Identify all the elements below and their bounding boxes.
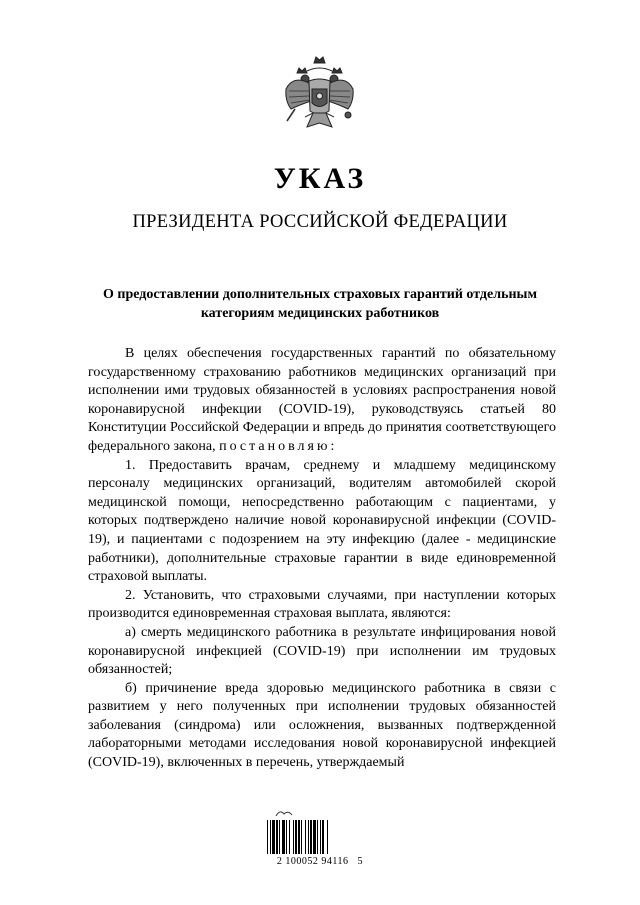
barcode-area xyxy=(250,808,390,878)
barcode-bar xyxy=(322,820,324,854)
decree-heading: О предоставлении дополнительных страховых гарантий отдельным категориям медицинских работников xyxy=(102,287,538,321)
decree-body xyxy=(88,345,556,773)
barcode-bar xyxy=(286,820,287,854)
document-subtitle: ПРЕЗИДЕНТА РОССИЙСКОЙ ФЕДЕРАЦИИ xyxy=(132,212,508,232)
barcode-bar xyxy=(327,820,328,854)
barcode-bar xyxy=(289,820,290,854)
barcode-bar xyxy=(272,820,275,854)
paragraph-subitem-b: б) причинение вреда здоровью медицинского работника в связи с развитием у него полученных при исполнении трудовых обязанностей заболевания (синдрома) или осложнения, вызванных подтвержденной лабораторными методами исследования новой коронавирусной инфекцией (COVID-19), включенных в перечень, утверждаемый xyxy=(88,680,556,771)
barcode-bar xyxy=(308,820,309,854)
barcode-bar xyxy=(295,820,297,854)
decree-word: постановляю: xyxy=(219,438,338,454)
russian-coat-of-arms-icon xyxy=(283,53,356,140)
barcode-bar xyxy=(270,820,271,854)
barcode-bar xyxy=(320,820,321,854)
barcode-bar xyxy=(301,820,302,854)
barcode-bar xyxy=(293,820,294,854)
paragraph-item-1: 1. Предоставить врачам, среднему и младшему медицинскому персоналу медицинских организаций, водителям автомобилей скорой медицинской помощи, непосредственно работающим с пациентами, у которых подтверждено наличие новой коронавирусной инфекции (COVID-19), и пациентами с подозрением на эту инфекцию (далее - медицинские работники), дополнительные страховые гарантии в виде единовременной страховой выплаты. xyxy=(88,457,556,585)
barcode-bar xyxy=(305,820,306,854)
barcode-bar xyxy=(317,820,318,854)
paragraph-preamble xyxy=(88,345,556,457)
barcode-bar xyxy=(267,820,268,854)
document-title: УКАЗ xyxy=(273,162,367,195)
printer-mark-icon xyxy=(274,808,294,818)
barcode-number: 2 100052 94116 5 xyxy=(276,856,364,867)
barcode-bar xyxy=(298,820,300,854)
barcode-bar xyxy=(310,820,312,854)
barcode-bar xyxy=(279,820,280,854)
paragraph-subitem-a: а) смерть медицинского работника в результате инфицирования новой коронавирусной инфекцией (COVID-19) при исполнении им трудовых обязанностей; xyxy=(88,624,556,678)
paragraph-item-2: 2. Установить, что страховыми случаями, при наступлении которых производится единовременная страховая выплата, являются: xyxy=(88,587,556,622)
barcode-icon xyxy=(266,820,358,854)
barcode-bar xyxy=(276,820,278,854)
barcode-bar xyxy=(282,820,285,854)
state-emblem xyxy=(283,53,356,140)
barcode-bar xyxy=(313,820,316,854)
preamble-text: В целях обеспечения государственных гарантий по обязательному государственному страхованию работников медицинских организаций при исполнении ими трудовых обязанностей в условиях распространения новой коронавирусной инфекции (COVID-19), руководствуясь статьей 80 Конституции Российской Федерации и впредь до принятия соответствующего федерального закона, xyxy=(88,346,556,454)
